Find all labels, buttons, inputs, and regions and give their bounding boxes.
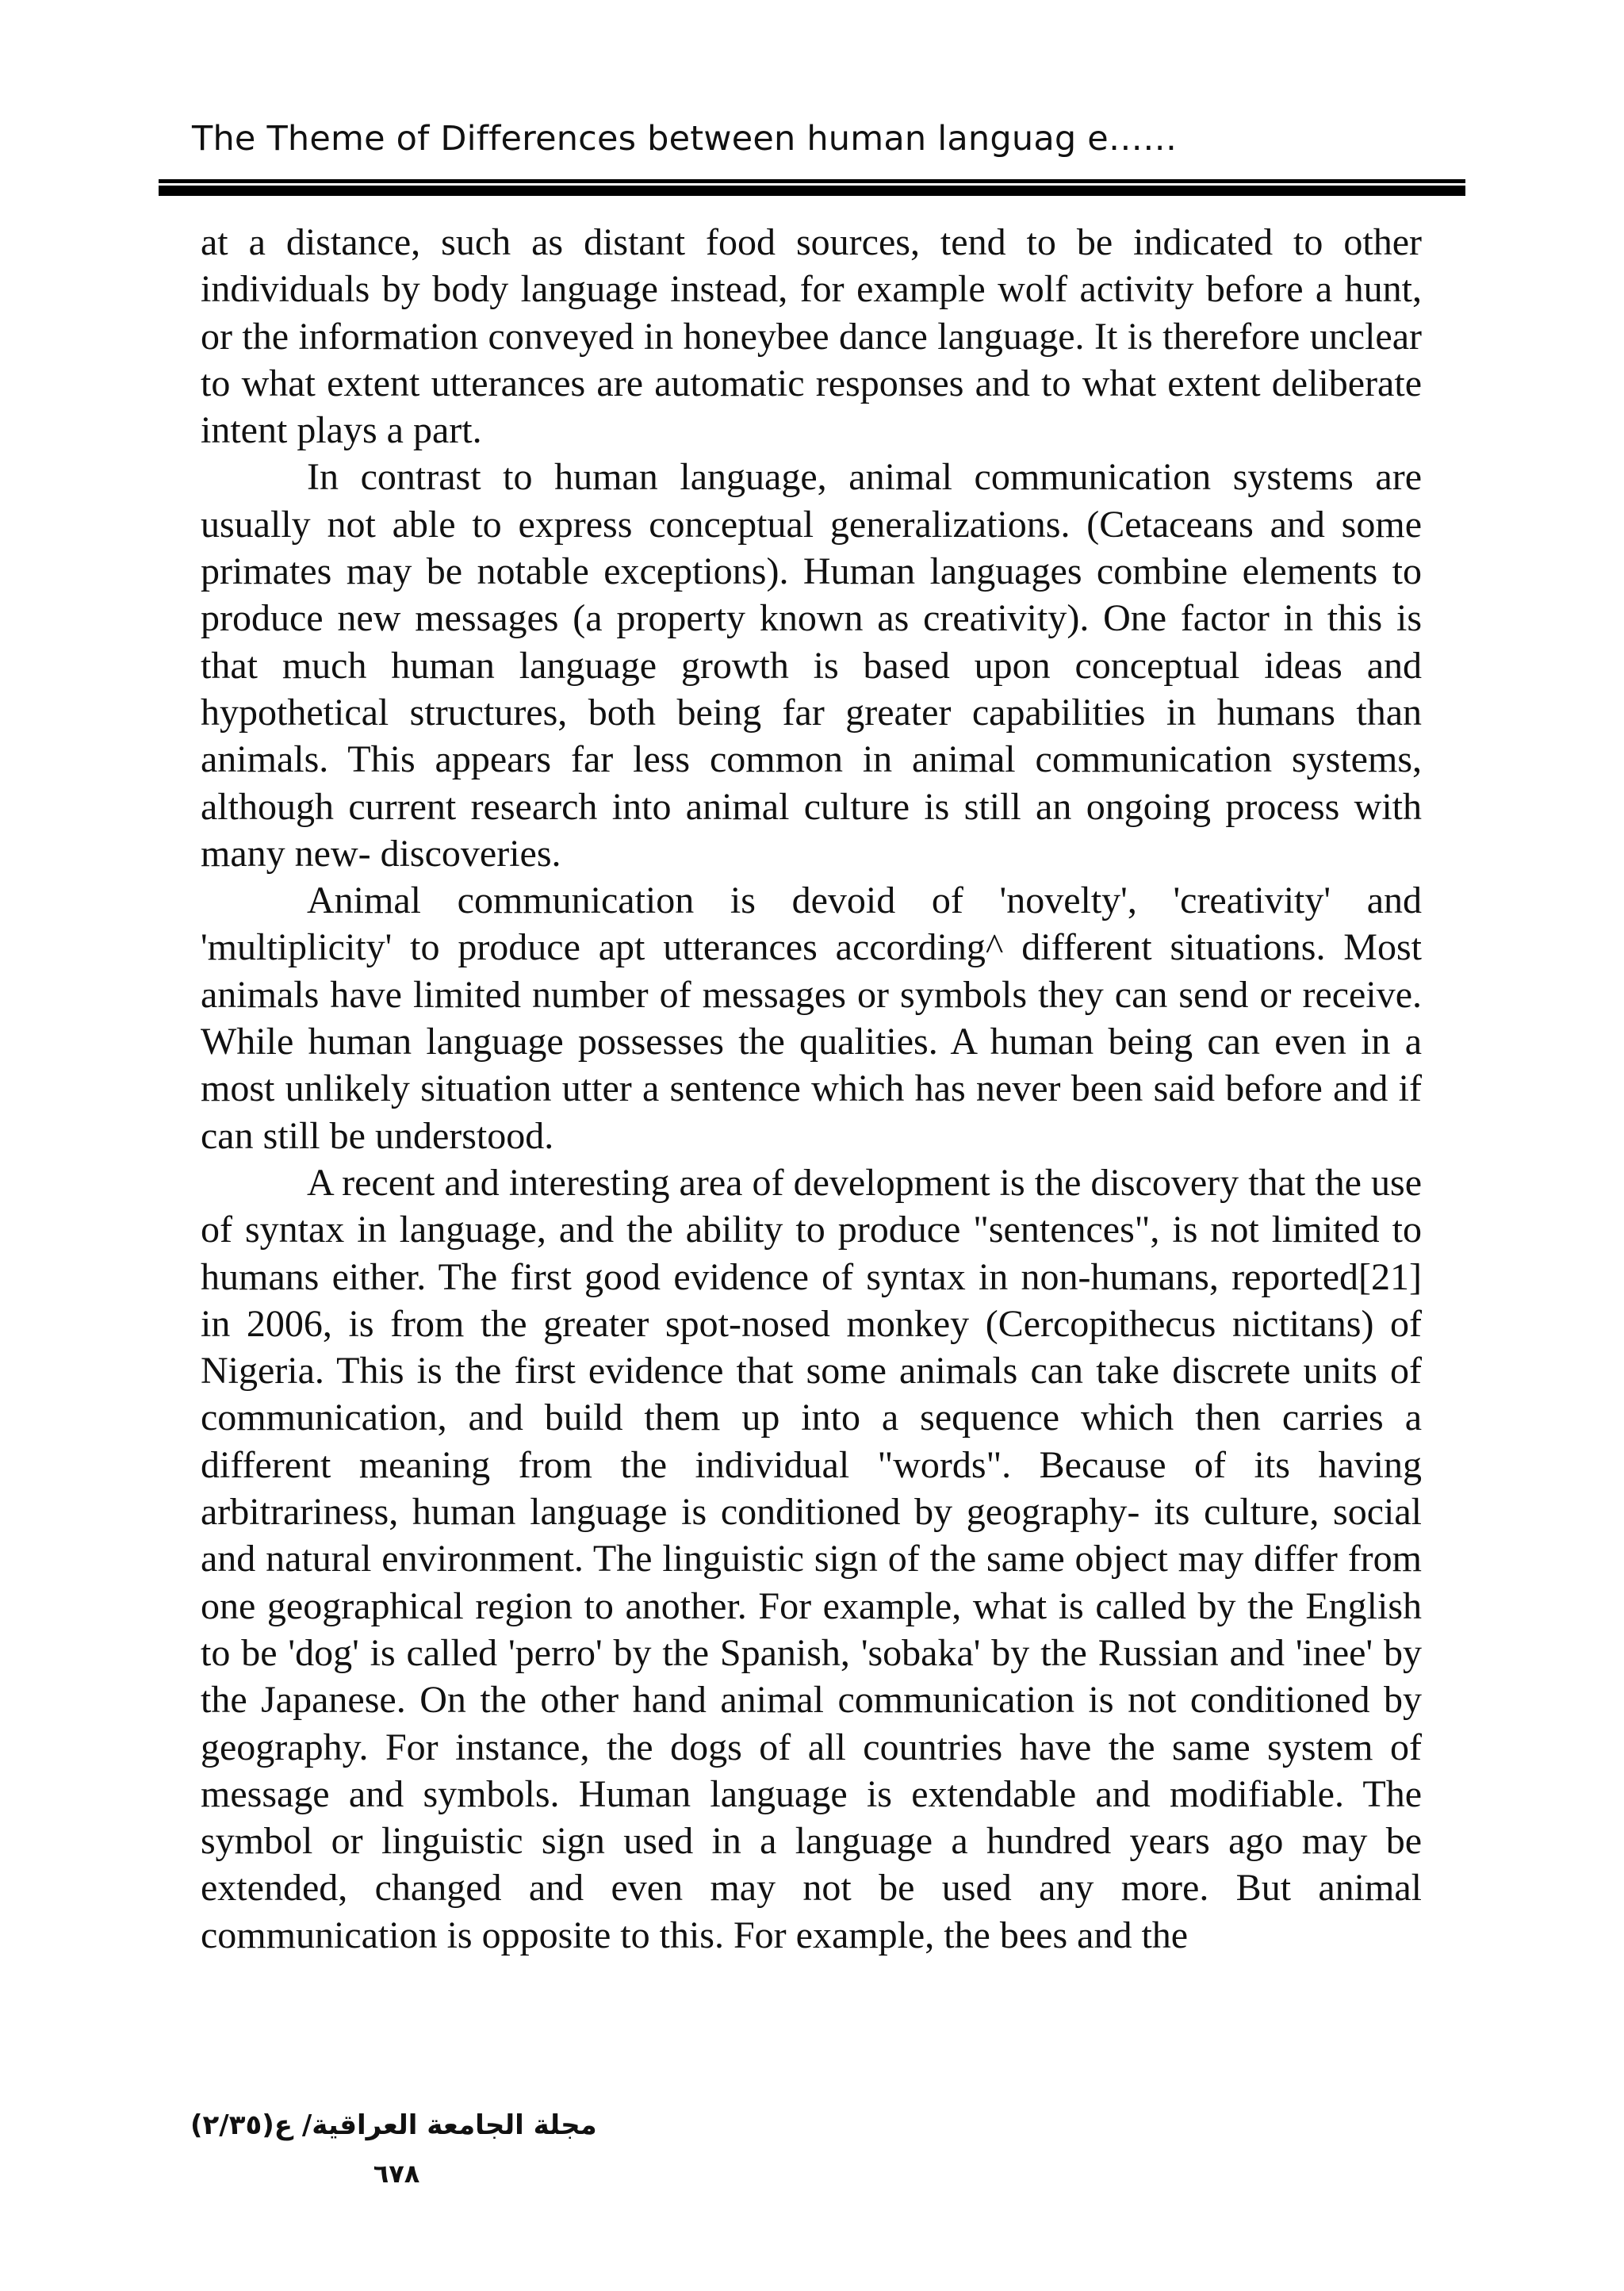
paragraph-2: In contrast to human language, animal communication systems are usually not able to express conceptual generalizations. (Cetaceans and some primates may be notable exceptions). Human languages combine elements to produce new messages (a property known as creativity). One factor in this is that much human language growth is based upon conceptual ideas and hypothetical structures, both being far greater capabilities in humans than animals. This appears far less common in animal communication systems, although current research into animal culture is still an ongoing process with many new- discoveries. — [201, 456, 1422, 875]
header-rule-thick — [159, 186, 1465, 196]
footer-page-number: ٦٧٨ — [373, 2159, 420, 2189]
footer-journal-citation: مجلة الجامعة العراقية/ ع(٢/٣٥) — [190, 2109, 597, 2141]
paragraph-4: A recent and interesting area of development is the discovery that the use of syntax in language, and the ability to produce "sentences", is not limited to humans either. The first good evidence of syntax in non-humans, reported[21] in 2006, is from the greater spot-nosed monkey (Cercopithecus nictitans) of Nigeria. This is the first evidence that some animals can take discrete units of communication, and build them up into a sequence which then carries a different meaning from the individual "words". Because of its having arbitrariness, human language is conditioned by geography- its culture, social and natural environment. The linguistic sign of the same object may differ from one geographical region to another. For example, what is called by the English to be 'dog' is called 'perro' by the Spanish, 'sobaka' by the Russian and 'inee' by the Japanese. On the other hand animal communication is not conditioned by geography. For instance, the dogs of all countries have the same system of message and symbols. Human language is extendable and modifiable. The symbol or linguistic sign used in a language a hundred years ago may be extended, changed and even may not be used any more. But animal communication is opposite to this. For example, the bees and the — [201, 1161, 1422, 1956]
body-text — [201, 219, 1422, 1959]
paragraph-3: Animal communication is devoid of 'novelty', 'creativity' and 'multiplicity' to produce apt utterances according^ different situations. Most animals have limited number of messages or symbols they can send or receive. While human language possesses the qualities. A human being can even in a most unlikely situation utter a sentence which has never been said before and if can still be understood. — [201, 879, 1422, 1157]
paragraph-1: at a distance, such as distant food sources, tend to be indicated to other individuals by body language instead, for example wolf activity before a hunt, or the information conveyed in honeybee dance language. It is therefore unclear to what extent utterances are automatic responses and to what extent deliberate intent plays a part. — [201, 221, 1422, 452]
running-header-title: The Theme of Differences between human languag e…… — [192, 119, 1178, 159]
header-rule-thin — [159, 179, 1465, 183]
